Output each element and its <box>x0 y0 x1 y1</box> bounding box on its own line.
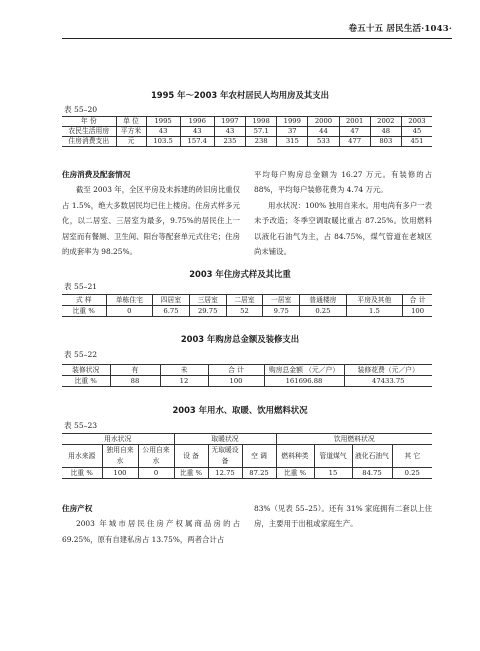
text-column-right <box>254 167 432 259</box>
header-cell: 一居室 <box>263 295 300 306</box>
text-column-left <box>62 501 240 547</box>
section-heading: 住房产权 <box>62 504 93 513</box>
header-cell: 三居室 <box>189 295 226 306</box>
header-cell: 管道煤气 <box>314 445 352 468</box>
header-cell: 燃料种类 <box>276 445 314 468</box>
header-cell: 装修花费（元／户） <box>344 365 432 376</box>
header-cell: 装修状况 <box>62 365 110 376</box>
table-cell: 47 <box>339 127 370 137</box>
table-number: 表 55–22 <box>64 350 98 359</box>
table-cell: 45 <box>401 127 432 137</box>
table-cell: 比重 % <box>62 376 110 387</box>
table-cell: 161696.88 <box>264 376 344 387</box>
header-cell: 单 位 <box>116 117 146 127</box>
table-number: 表 55–20 <box>64 105 98 114</box>
text-column-left <box>62 167 240 259</box>
header-cell: 1997 <box>214 117 245 127</box>
header-cell: 1999 <box>277 117 308 127</box>
table-header-row <box>62 445 432 468</box>
paragraph: 83%（见表 55–25）。还有 31% 家庭拥有二套以上住房，主要用于出租或家庭生产。 <box>254 504 432 529</box>
table-title: 2003 年住房式样及其比重 <box>189 269 291 279</box>
table-cell: 12 <box>160 376 208 387</box>
header-cell: 合 计 <box>403 295 432 306</box>
table-cell: 15 <box>314 468 352 479</box>
header-cell: 普通楼房 <box>300 295 347 306</box>
table-row <box>62 306 432 317</box>
paragraph: 2003 年城市居民住房产权属商品房的占 69.25%，原有自建私房占 13.75%，两者合计占 <box>62 519 240 544</box>
data-table <box>62 116 432 147</box>
header-cell: 购房总金额 （元／户） <box>264 365 344 376</box>
header-cell: 二居室 <box>226 295 263 306</box>
table-cell: 84.75 <box>352 468 392 479</box>
table-cell: 住房消费支出 <box>62 137 116 147</box>
table-cell: 47433.75 <box>344 376 432 387</box>
paragraph: 平均每户购房总金额为 16.27 万元。有装修的占 88%，平均每户装修花费为 4.74 万元。 <box>254 170 432 195</box>
header-cell: 无取暖设备 <box>208 445 242 468</box>
header-cell: 2000 <box>308 117 339 127</box>
table-cell: 87.25 <box>242 468 276 479</box>
table-header-row <box>62 295 432 306</box>
table-cell: 比重 % <box>276 468 314 479</box>
table-cell: 比重 % <box>62 468 102 479</box>
table-cell: 0.25 <box>392 468 432 479</box>
header-rule <box>62 38 452 39</box>
table-cell: 235 <box>214 137 245 147</box>
table-cell: 29.75 <box>189 306 226 317</box>
table-cell: 48 <box>370 127 401 137</box>
table-cell: 315 <box>277 137 308 147</box>
table-cell: 451 <box>401 137 432 147</box>
table-cell: 100 <box>208 376 264 387</box>
table-cell: 0 <box>138 468 174 479</box>
table-cell: 比重 % <box>174 468 208 479</box>
table-row <box>62 137 432 147</box>
table-group-header-row <box>62 434 432 445</box>
table-title: 1995 年～2003 年农村居民人均用房及其支出 <box>150 90 330 100</box>
table-cell: 533 <box>308 137 339 147</box>
table-cell: 比重 % <box>62 306 106 317</box>
paragraph: 截至 2003 年，全区平房及未拆建的砖旧房比重仅占 1.5%，绝大多数居民均已住上楼房。住房式样多元化，以二居室、三居室为最多，9.75%的居民住上一居室而有餐厕、卫生间、阳台等配套单元式住宅；住房的成套率为 98.25%。 <box>62 185 240 257</box>
table-cell: 平方米 <box>116 127 146 137</box>
table-cell: 100 <box>102 468 138 479</box>
header-cell: 有 <box>110 365 160 376</box>
header-cell: 液化石油气 <box>352 445 392 468</box>
header-cell: 单栋住宅 <box>106 295 153 306</box>
table-cell: 103.5 <box>146 137 180 147</box>
group-header-cell: 取暖状况 <box>174 434 276 445</box>
table-cell: 44 <box>308 127 339 137</box>
group-header-cell: 用水状况 <box>62 434 174 445</box>
table-row <box>62 376 432 387</box>
table-cell: 43 <box>146 127 180 137</box>
table-title: 2003 年购房总金额及装修支出 <box>180 334 300 344</box>
header-cell: 2001 <box>339 117 370 127</box>
table-cell: 9.75 <box>263 306 300 317</box>
header-cell: 式 样 <box>62 295 106 306</box>
header-cell: 1998 <box>246 117 277 127</box>
header-cell: 空 调 <box>242 445 276 468</box>
table-cell: 43 <box>180 127 214 137</box>
header-cell: 未 <box>160 365 208 376</box>
table-row <box>62 127 432 137</box>
text-column-right <box>254 501 432 532</box>
header-cell: 2002 <box>370 117 401 127</box>
section-heading: 住房消费及配套情况 <box>62 170 131 179</box>
table-cell: 43 <box>214 127 245 137</box>
table-row <box>62 468 432 479</box>
table-cell: 37 <box>277 127 308 137</box>
table-cell: 238 <box>246 137 277 147</box>
header-cell: 设 备 <box>174 445 208 468</box>
data-table <box>62 433 432 479</box>
table-cell: 52 <box>226 306 263 317</box>
table-cell: 100 <box>403 306 432 317</box>
header-cell: 2003 <box>401 117 432 127</box>
header-cell: 合 计 <box>208 365 264 376</box>
table-number: 表 55–21 <box>64 282 98 291</box>
header-cell: 1996 <box>180 117 214 127</box>
table-cell: 6.75 <box>153 306 190 317</box>
table-cell: 803 <box>370 137 401 147</box>
header-cell: 1995 <box>146 117 180 127</box>
data-table <box>62 294 432 317</box>
table-cell: 农民生活用房 <box>62 127 116 137</box>
table-cell: 1.5 <box>346 306 402 317</box>
table-cell: 157.4 <box>180 137 214 147</box>
table-header-row <box>62 365 432 376</box>
data-table <box>62 364 432 387</box>
header-cell: 年 份 <box>62 117 116 127</box>
header-cell: 平房及其他 <box>346 295 402 306</box>
table-cell: 477 <box>339 137 370 147</box>
header-cell: 公用自来水 <box>138 445 174 468</box>
running-header: 卷五十五 居民生活·1043· <box>348 24 452 34</box>
table-cell: 57.1 <box>246 127 277 137</box>
paragraph: 用水状况：100% 独用自来水。用电尚有多户一表未予改造；冬季空调取暖比重占 87.25%。饮用燃料以液化石油气为主，占 84.75%，煤气管道在老城区尚未铺设。 <box>254 200 432 257</box>
table-title: 2003 年用水、取暖、饮用燃料状况 <box>172 405 308 415</box>
table-cell: 12.75 <box>208 468 242 479</box>
table-cell: 元 <box>116 137 146 147</box>
table-number: 表 55–23 <box>64 421 98 430</box>
table-cell: 0 <box>106 306 153 317</box>
header-cell: 用水来源 <box>62 445 102 468</box>
table-cell: 0.25 <box>300 306 347 317</box>
header-cell: 四居室 <box>153 295 190 306</box>
group-header-cell: 饮用燃料状况 <box>276 434 432 445</box>
table-header-row <box>62 117 432 127</box>
header-cell: 独用自来水 <box>102 445 138 468</box>
table-cell: 88 <box>110 376 160 387</box>
header-cell: 其 它 <box>392 445 432 468</box>
